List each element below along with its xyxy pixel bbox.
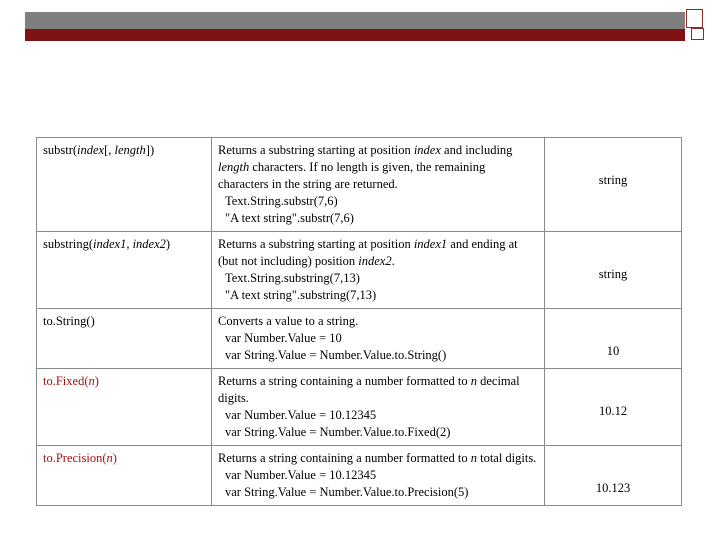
method-signature <box>37 446 212 506</box>
method-signature <box>37 138 212 232</box>
description-text <box>218 373 538 407</box>
return-value: string <box>598 173 628 187</box>
description-segment: characters. If no length is given, the remaining characters in the string are returned. <box>218 160 486 191</box>
method-description <box>212 309 545 369</box>
description-segment: Returns a string containing a number formatted to <box>218 451 471 465</box>
header-band-red <box>25 29 685 41</box>
method-name-part: to.String() <box>43 314 95 328</box>
description-text <box>218 450 538 467</box>
return-value: 10 <box>606 344 620 358</box>
description-segment: decimal digits. <box>218 374 520 405</box>
return-value-cell <box>545 309 682 369</box>
description-segment: Converts a value to a string. <box>218 314 359 328</box>
code-example: var String.Value = Number.Value.to.Fixed(2) <box>225 425 451 439</box>
method-argument: length <box>114 143 146 157</box>
method-name-part: ) <box>112 451 117 465</box>
description-argument: n <box>470 374 477 388</box>
description-argument: index <box>413 143 441 157</box>
return-value: 10.123 <box>595 481 631 495</box>
method-name-part: ]) <box>145 143 155 157</box>
return-value-cell <box>545 138 682 232</box>
code-example: var String.Value = Number.Value.to.String() <box>225 348 447 362</box>
method-name-part: , <box>126 237 133 251</box>
method-argument: index <box>77 143 105 157</box>
method-name-part: ) <box>94 374 99 388</box>
method-description <box>212 138 545 232</box>
description-segment: total digits. <box>476 451 537 465</box>
string-methods-table <box>36 137 682 506</box>
method-description <box>212 446 545 506</box>
code-example: Text.String.substring(7,13) <box>225 271 360 285</box>
method-argument: index1 <box>93 237 127 251</box>
code-example: "A text string".substring(7,13) <box>225 288 377 302</box>
description-segment: and including <box>440 143 513 157</box>
method-name-part: ) <box>165 237 171 251</box>
corner-square-small <box>691 28 704 40</box>
return-value-cell <box>545 446 682 506</box>
table-row <box>37 138 682 232</box>
table-row <box>37 446 682 506</box>
code-example: var Number.Value = 10 <box>225 331 342 345</box>
corner-square-large <box>686 9 703 28</box>
code-example: var Number.Value = 10.12345 <box>225 468 377 482</box>
description-segment: . <box>391 254 395 268</box>
table-row <box>37 369 682 446</box>
method-signature <box>37 232 212 309</box>
description-segment: Returns a substring starting at position <box>218 143 414 157</box>
description-text <box>218 142 538 193</box>
method-signature <box>37 369 212 446</box>
description-segment: Returns a substring starting at position <box>218 237 414 251</box>
description-segment: Returns a string containing a number formatted to <box>218 374 471 388</box>
description-text <box>218 236 538 270</box>
description-segment: and ending at (but not including) position <box>218 237 518 268</box>
method-name-part: substr( <box>43 143 78 157</box>
code-example: var Number.Value = 10.12345 <box>225 408 377 422</box>
description-argument: length <box>218 160 250 174</box>
method-signature <box>37 309 212 369</box>
return-value: string <box>598 267 628 281</box>
method-name-part: [, <box>104 143 115 157</box>
return-value-cell <box>545 232 682 309</box>
return-value: 10.12 <box>598 404 628 418</box>
table-row <box>37 309 682 369</box>
code-example: Text.String.substr(7,6) <box>225 194 338 208</box>
method-name-part: to.Precision( <box>43 451 107 465</box>
table-row <box>37 232 682 309</box>
header-band-gray <box>25 12 685 29</box>
code-example: var String.Value = Number.Value.to.Precision(5) <box>225 485 469 499</box>
method-argument: index2 <box>132 237 166 251</box>
description-text <box>218 313 538 330</box>
description-argument: index2 <box>358 254 392 268</box>
method-description <box>212 369 545 446</box>
method-name-part: to.Fixed( <box>43 374 89 388</box>
method-argument: n <box>88 374 95 388</box>
return-value-cell <box>545 369 682 446</box>
code-example: "A text string".substr(7,6) <box>225 211 354 225</box>
description-argument: index1 <box>413 237 448 251</box>
method-description <box>212 232 545 309</box>
method-argument: n <box>106 451 113 465</box>
description-argument: n <box>470 451 477 465</box>
method-name-part: substring( <box>43 237 93 251</box>
